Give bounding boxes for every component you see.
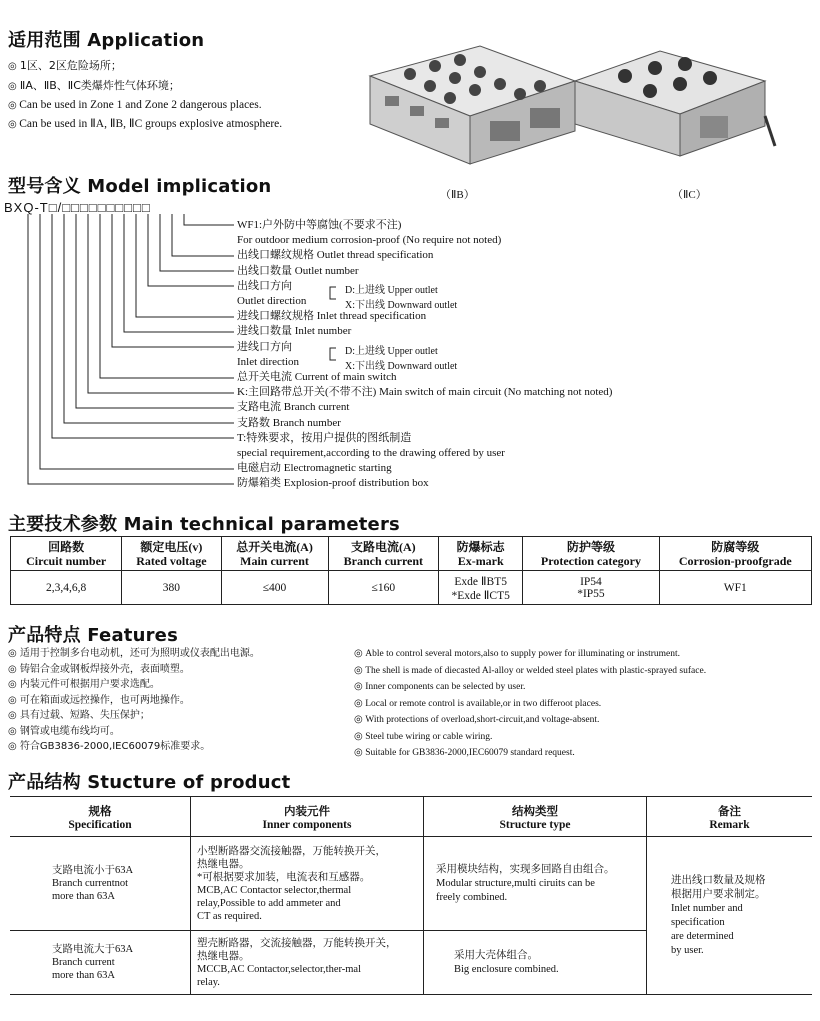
structure-header-cell: 内装元件 Inner components <box>191 797 424 837</box>
params-heading: 主要技术参数 Main technical parameters <box>8 514 400 535</box>
feature-cn: ◎ 内装元件可根据用户要求选配。 <box>8 677 260 693</box>
feature-cn: ◎ 钢管或电缆布线均可。 <box>8 724 260 740</box>
params-header-cell: 回路数 Circuit number <box>11 537 122 571</box>
product-image-iic <box>560 36 780 176</box>
model-item: 总开关电流 Current of main switch <box>237 371 397 384</box>
structure-row <box>10 837 812 931</box>
params-cell: 2,3,4,6,8 <box>11 571 122 605</box>
structure-remark: 进出线口数量及规格 根据用户要求制定。 Inlet number and specification are determined by user. <box>647 837 813 995</box>
params-header-cell: 额定电压(v) Rated voltage <box>122 537 221 571</box>
params-cell: IP54 *IP55 <box>523 571 659 605</box>
feature-cn: ◎ 铸铝合金或钢板焊接外壳，表面喷塑。 <box>8 662 260 678</box>
structure-header-row <box>10 797 812 837</box>
structure-header-cell: 结构类型 Structure type <box>424 797 647 837</box>
application-line: ◎ 1区、2区危险场所； <box>8 56 282 76</box>
feature-en: ◎ The shell is made of diecasted Al-alloy or welded steel plates with plastic-sprayed suface. <box>354 663 706 680</box>
caption-iib: （ⅡB） <box>440 189 475 201</box>
model-item: WF1:户外防中等腐蚀(不要求不注) <box>237 219 402 231</box>
application-heading: 适用范围 Application <box>8 30 205 51</box>
params-table <box>10 536 812 605</box>
model-item: 防爆箱类 Explosion-proof distribution box <box>237 477 429 490</box>
feature-en: ◎ Local or remote control is available,or in two differoot places. <box>354 696 706 713</box>
structure-type: 采用大壳体组合。 Big enclosure combined. <box>424 931 647 995</box>
model-item: 电磁启动 Electromagnetic starting <box>237 462 392 475</box>
params-cell: Exde ⅡBT5 *Exde ⅡCT5 <box>439 571 523 605</box>
model-item: special requirement,according to the drawing offered by user <box>237 447 505 460</box>
model-item: 进线口螺纹规格 Inlet thread specification <box>237 310 427 323</box>
params-cell: ≤160 <box>328 571 439 605</box>
params-cell: ≤400 <box>221 571 328 605</box>
structure-inner: 小型断路器交流接触器，万能转换开关， 热继电器。 *可根据要求加装，电流表和互感器。 MCB,AC Contactor selector,thermal relay,Possible to add ammeter and CT as required. <box>191 837 424 931</box>
model-item: 出线口方向 <box>237 279 292 292</box>
structure-header-cell: 备注 Remark <box>647 797 813 837</box>
model-item: 支路数 Branch number <box>237 416 341 429</box>
params-value-row <box>11 571 812 605</box>
params-header-cell: 支路电流(A) Branch current <box>328 537 439 571</box>
model-item: Outlet direction <box>237 295 307 308</box>
inlet-direction-x: X:下出线 Downward outlet <box>345 361 458 372</box>
model-item: For outdoor medium corrosion-proof (No require not noted) <box>237 234 502 247</box>
application-line: ◎ Can be used in Zone 1 and Zone 2 dangerous places. <box>8 96 282 115</box>
model-item: 支路电流 Branch current <box>237 401 350 414</box>
feature-en: ◎ Inner components can be selected by user. <box>354 679 706 696</box>
feature-cn: ◎ 可在箱面或远控操作，也可两地操作。 <box>8 693 260 709</box>
model-code: BXQ-T□/□□□□□□□□□□ <box>4 200 151 215</box>
params-cell: WF1 <box>659 571 811 605</box>
structure-table <box>10 796 812 995</box>
product-image-iib <box>350 36 582 176</box>
model-item: K:主回路带总开关(不带不注) Main switch of main circuit (No matching not noted) <box>237 386 613 399</box>
feature-cn: ◎ 符合GB3836-2000,IEC60079标准要求。 <box>8 739 260 755</box>
feature-cn: ◎ 适用于控制多台电动机，还可为照明或仪表配出电源。 <box>8 646 260 662</box>
feature-cn: ◎ 具有过载、短路、失压保护； <box>8 708 260 724</box>
model-item: 出线口数量 Outlet number <box>237 264 359 277</box>
feature-en: ◎ With protections of overload,short-circuit,and voltage-absent. <box>354 712 706 729</box>
structure-header-cell: 规格 Specification <box>10 797 191 837</box>
outlet-direction-x: X:下出线 Downward outlet <box>345 300 458 311</box>
structure-spec: 支路电流小于63A Branch currentnot more than 63A <box>10 837 191 931</box>
model-item: 进线口方向 <box>237 340 292 353</box>
params-header-cell: 防腐等级 Corrosion-proofgrade <box>659 537 811 571</box>
application-list <box>8 56 282 134</box>
features-en-list <box>354 646 706 762</box>
model-item: T:特殊要求，按用户提供的图纸制造 <box>237 431 412 444</box>
model-item: 出线口螺纹规格 Outlet thread specification <box>237 249 434 262</box>
caption-iic: （ⅡC） <box>672 189 707 201</box>
params-header-cell: 总开关电流(A) Main current <box>221 537 328 571</box>
structure-inner: 塑壳断路器，交流接触器，万能转换开关， 热继电器。 MCCB,AC Contactor,selector,ther-mal relay. <box>191 931 424 995</box>
inlet-direction-d: D:上进线 Upper outlet <box>345 346 438 357</box>
model-heading: 型号含义 Model implication <box>8 176 272 197</box>
model-leader-lines <box>0 210 240 490</box>
feature-en: ◎ Able to control several motors,also to supply power for illuminating or instrument. <box>354 646 706 663</box>
structure-spec: 支路电流大于63A Branch current more than 63A <box>10 931 191 995</box>
feature-en: ◎ Suitable for GB3836-2000,IEC60079 standard request. <box>354 745 706 762</box>
params-header-cell: 防爆标志 Ex-mark <box>439 537 523 571</box>
model-item: Inlet direction <box>237 355 300 368</box>
outlet-direction-d: D:上进线 Upper outlet <box>345 285 438 296</box>
params-cell: 380 <box>122 571 221 605</box>
params-header-cell: 防护等级 Protection category <box>523 537 659 571</box>
features-heading: 产品特点 Features <box>8 625 179 646</box>
application-line: ◎ ⅡA、ⅡB、ⅡC类爆炸性气体环境； <box>8 76 282 96</box>
feature-en: ◎ Steel tube wiring or cable wiring. <box>354 729 706 746</box>
params-header-row <box>11 537 812 571</box>
application-line: ◎ Can be used in ⅡA, ⅡB, ⅡC groups explosive atmosphere. <box>8 115 282 134</box>
model-item: 进线口数量 Inlet number <box>237 325 352 338</box>
structure-type: 采用模块结构，实现多回路自由组合。 Modular structure,multi ciruits can be freely combined. <box>424 837 647 931</box>
features-cn-list <box>8 646 260 755</box>
structure-heading: 产品结构 Stucture of product <box>8 772 291 793</box>
